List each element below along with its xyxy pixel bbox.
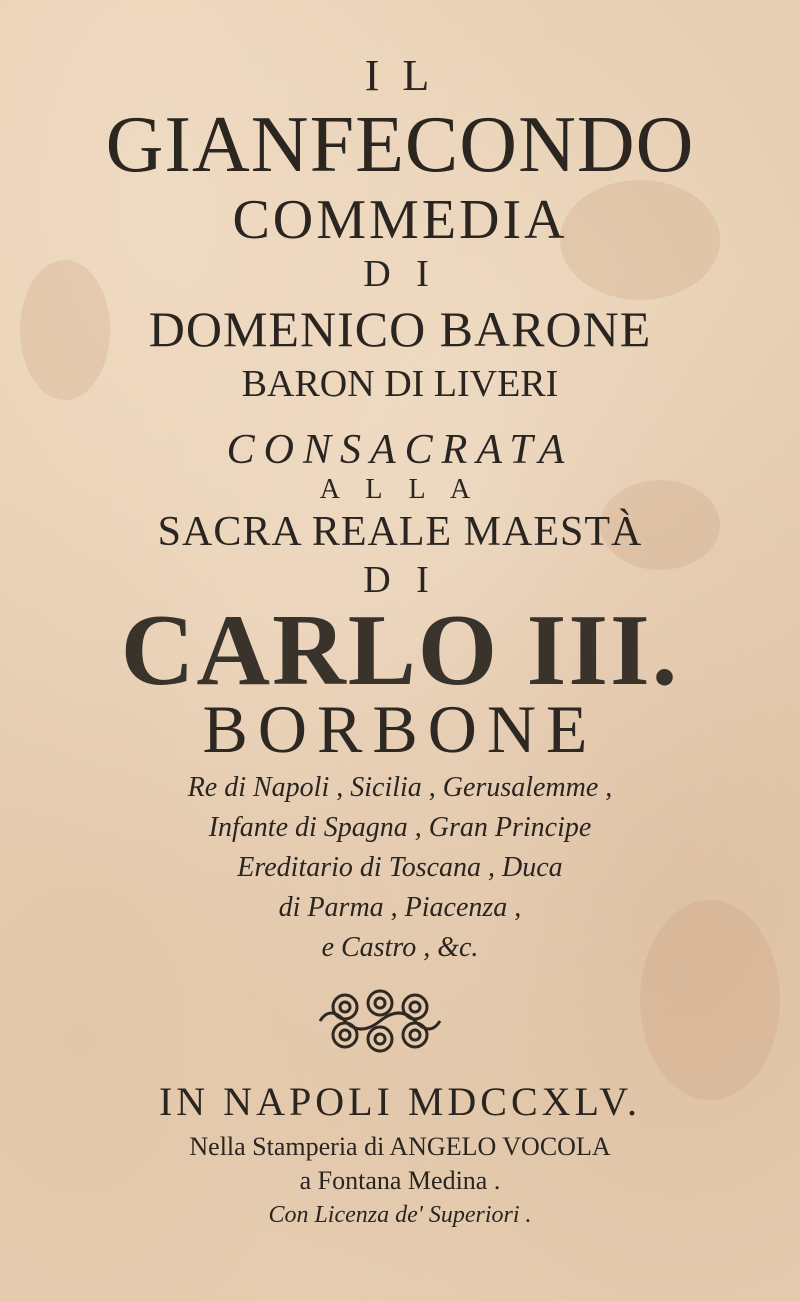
license-line: Con Licenza de' Superiori . bbox=[268, 1202, 532, 1228]
royal-titles-line-5: e Castro , &c. bbox=[321, 932, 479, 963]
book-title: GIANFECONDO bbox=[105, 101, 695, 189]
royal-titles-line-3: Ereditario di Toscana , Duca bbox=[237, 852, 563, 883]
author-name: DOMENICO BARONE bbox=[148, 301, 652, 357]
imprint-place-date: IN NAPOLI MDCCXLV. bbox=[158, 1079, 642, 1124]
dedication-alla: A L L A bbox=[319, 474, 481, 505]
dedication-consacrata: CONSACRATA bbox=[226, 427, 574, 473]
printer-line-1: Nella Stamperia di ANGELO VOCOLA bbox=[189, 1132, 611, 1161]
preposition-di-2: D I bbox=[363, 559, 437, 601]
royal-titles-line-2: Infante di Spagna , Gran Principe bbox=[208, 812, 592, 843]
king-name: CARLO III. bbox=[120, 594, 680, 707]
king-house: BORBONE bbox=[202, 691, 598, 767]
printer-line-2: a Fontana Medina . bbox=[299, 1166, 501, 1195]
author-title: BARON DI LIVERI bbox=[241, 363, 559, 405]
fleuron-ornament-icon bbox=[300, 985, 460, 1055]
dedication-sacra-maesta: SACRA REALE MAESTÀ bbox=[157, 509, 643, 555]
genre: COMMEDIA bbox=[232, 189, 568, 251]
royal-titles-line-4: di Parma , Piacenza , bbox=[278, 892, 522, 923]
article: I L bbox=[364, 51, 436, 100]
royal-titles-line-1: Re di Napoli , Sicilia , Gerusalemme , bbox=[187, 772, 613, 803]
preposition-di-1: D I bbox=[363, 253, 437, 295]
